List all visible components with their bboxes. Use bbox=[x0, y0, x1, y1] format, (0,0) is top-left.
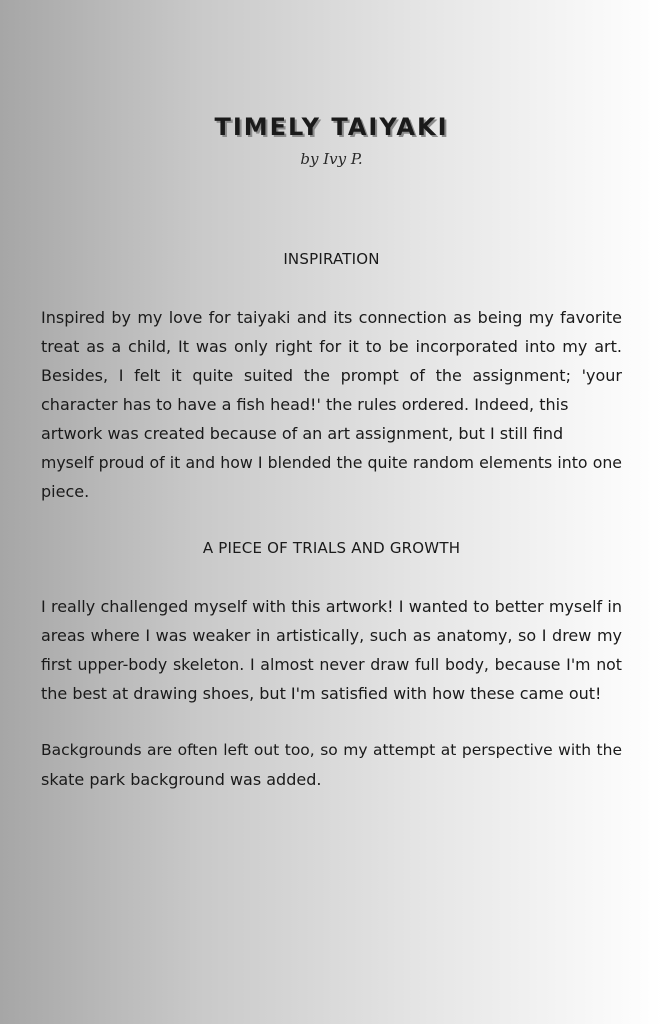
text-line: myself proud of it and how I blended the quite random elements into one bbox=[41, 453, 622, 472]
text-line: Besides, I felt it quite suited the prompt of the assignment; 'your bbox=[41, 366, 622, 385]
text-line: treat as a child, It was only right for it to be incorporated into my art. bbox=[41, 337, 622, 356]
text-line: areas where I was weaker in artistically, such as anatomy, so I drew my bbox=[41, 626, 622, 645]
text-line: first upper-body skeleton. I almost never draw full body, because I'm not bbox=[41, 655, 622, 674]
text-line: character has to have a fish head!' the rules ordered. Indeed, this bbox=[41, 395, 569, 414]
page-title: TIMELY TAIYAKI bbox=[214, 113, 449, 141]
text-line: Inspired by my love for taiyaki and its connection as being my favorite bbox=[41, 308, 622, 327]
text-line: Backgrounds are often left out too, so my attempt at perspective with the bbox=[41, 741, 622, 759]
section-heading-inspiration: INSPIRATION bbox=[283, 250, 380, 268]
text-line: artwork was created because of an art assignment, but I still find bbox=[41, 424, 564, 443]
author-byline: by Ivy P. bbox=[300, 150, 363, 168]
inspiration-paragraph bbox=[41, 303, 622, 506]
text-line: skate park background was added. bbox=[41, 770, 322, 789]
text-line: I really challenged myself with this artwork! I wanted to better myself in bbox=[41, 597, 622, 616]
text-line: piece. bbox=[41, 482, 90, 501]
text-line: the best at drawing shoes, but I'm satisfied with how these came out! bbox=[41, 684, 602, 703]
backgrounds-paragraph bbox=[41, 736, 622, 794]
section-heading-trials-growth: A PIECE OF TRIALS AND GROWTH bbox=[202, 539, 461, 557]
trials-paragraph bbox=[41, 592, 622, 708]
